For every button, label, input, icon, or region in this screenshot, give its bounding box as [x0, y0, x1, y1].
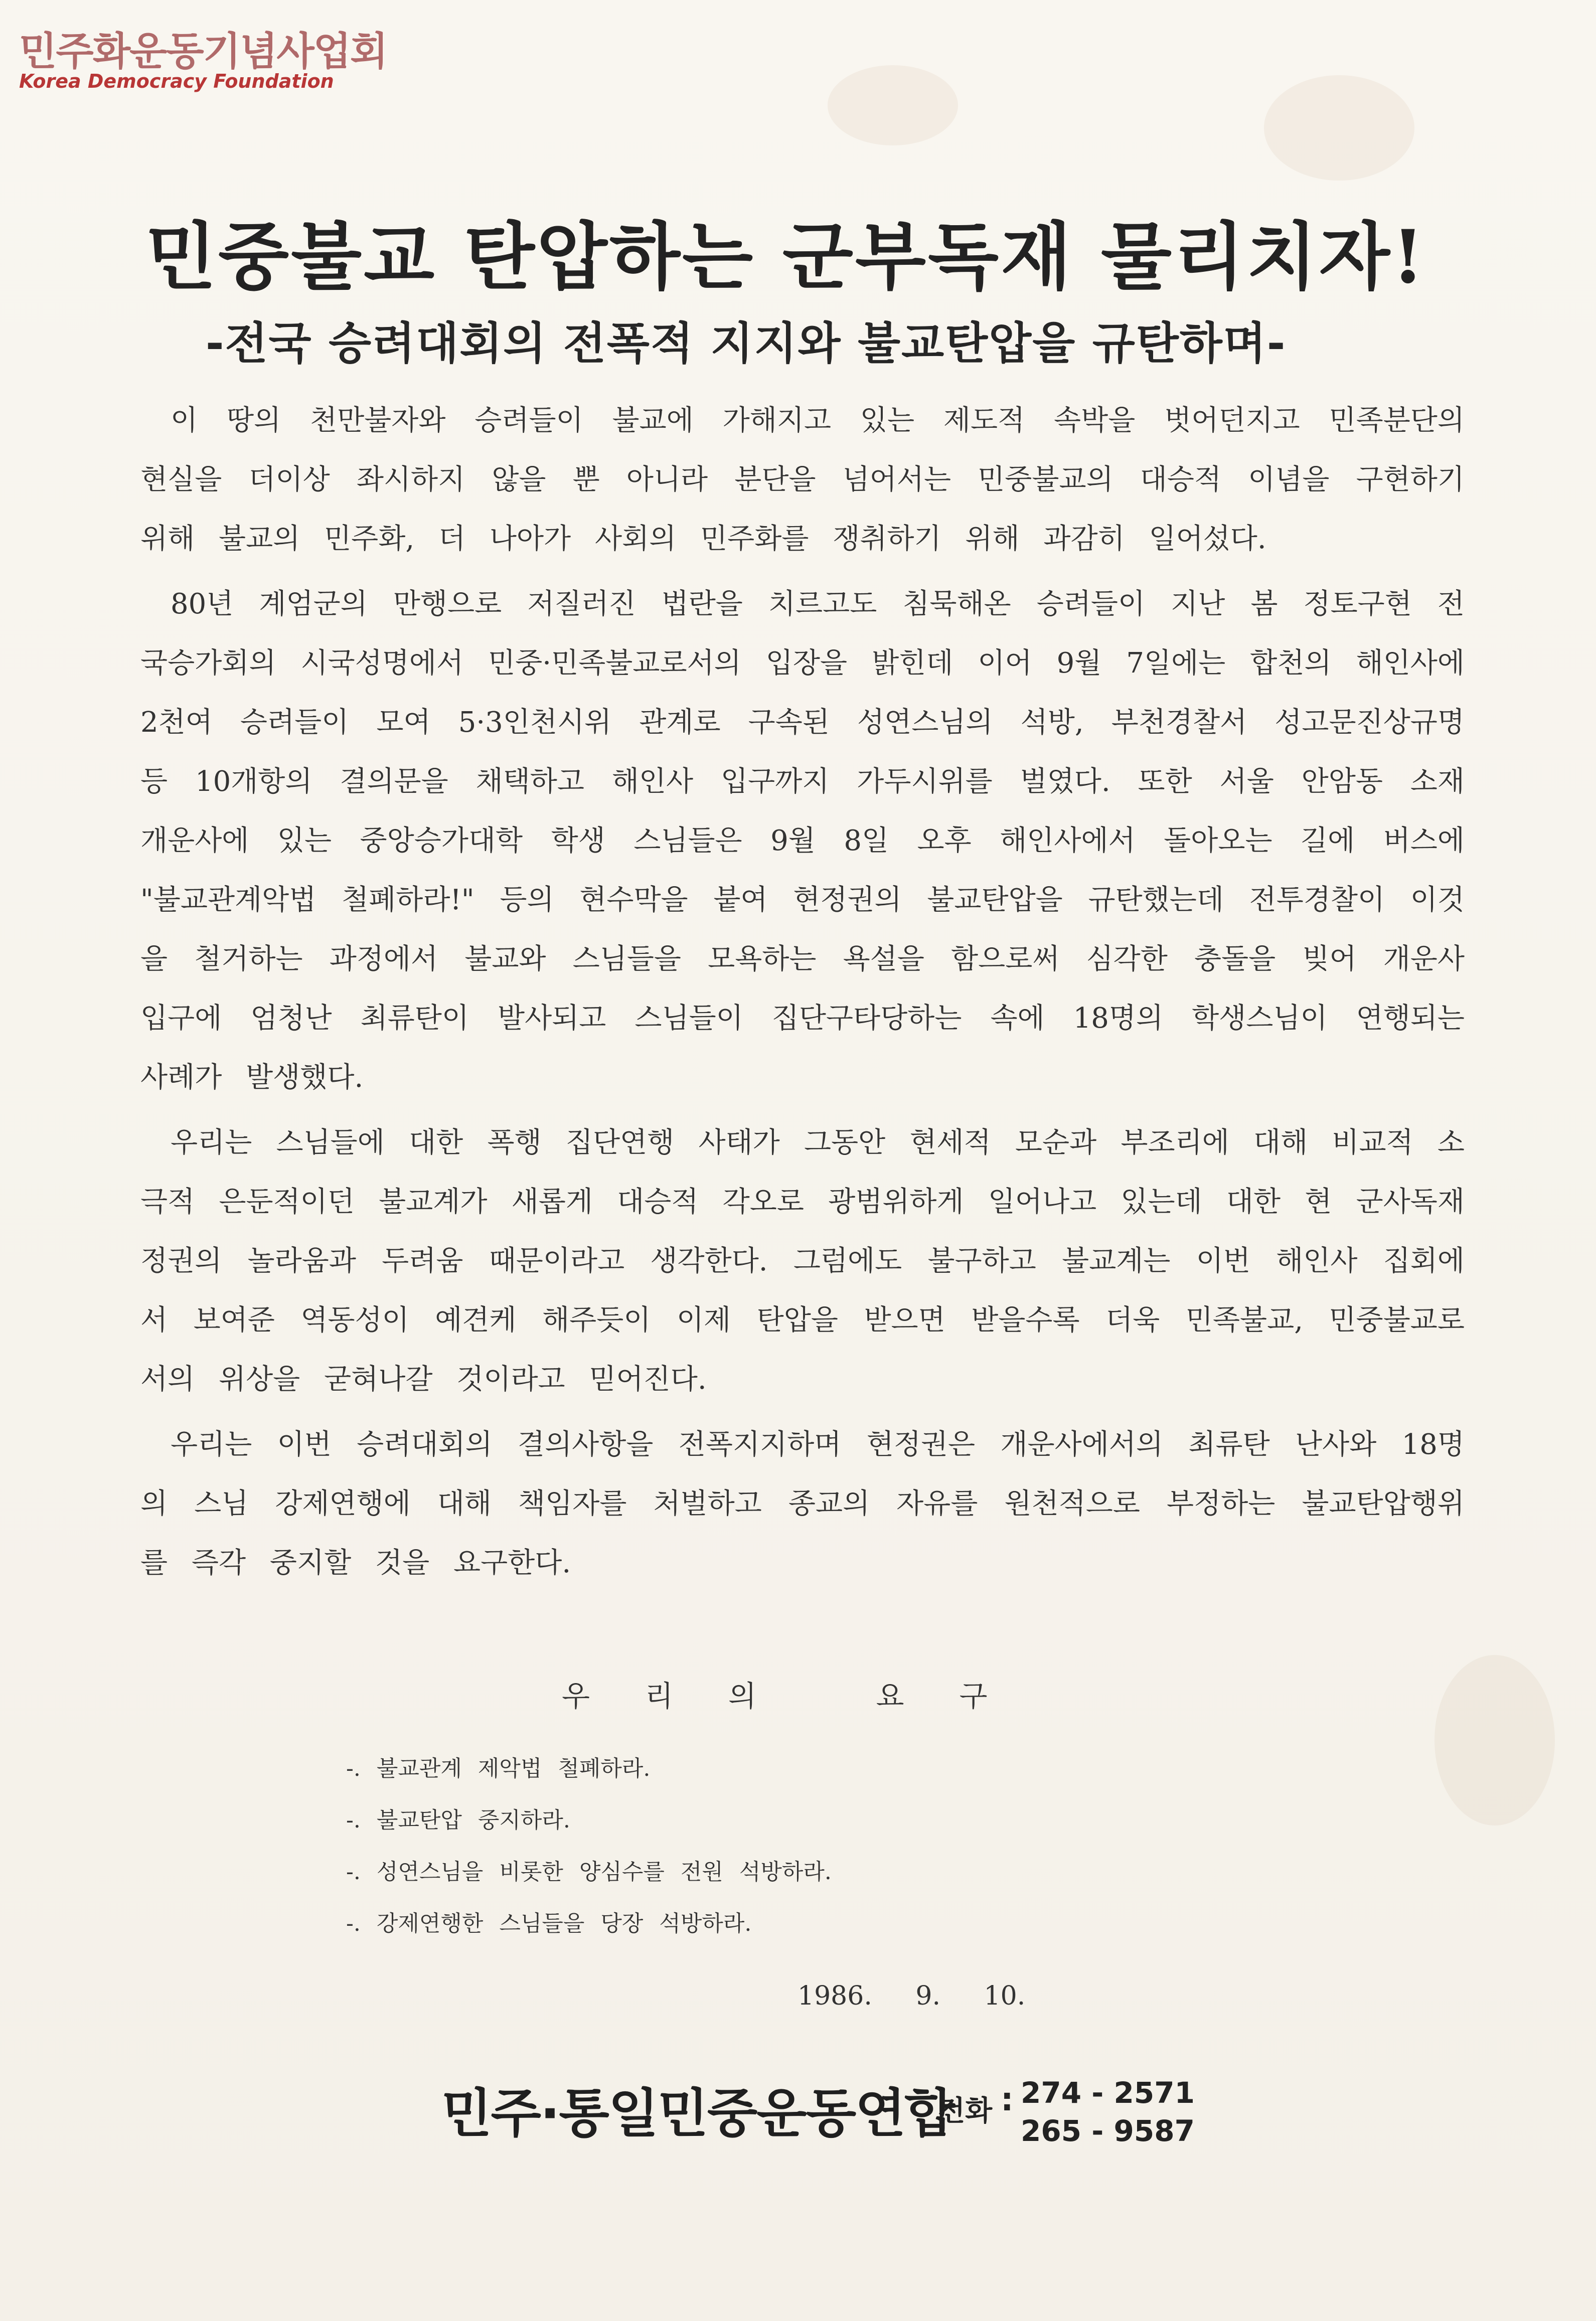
- phone-number: 265 - 9587: [1021, 2114, 1195, 2148]
- logo-english-text: Korea Democracy Foundation: [19, 70, 334, 92]
- phone-number: 274 - 2571: [1021, 2076, 1195, 2110]
- demand-item: -. 불교탄압 중지하라.: [346, 1807, 570, 1833]
- logo-korean-text: 민주화운동기념사업회: [19, 29, 387, 74]
- page-subtitle: -전국 승려대회의 전폭적 지지와 불교탄압을 규탄하며-: [206, 317, 1287, 369]
- demands-list: [346, 1750, 832, 1957]
- paragraph-3: 우리는 스님들에 대한 폭행 집단연행 사태가 그동안 현세적 모순과 부조리에 대해 비교적 소극적 은둔적이던 불교계가 새롭게 대승적 각오로 광범위하게 일어나고 있는데 대한 현 군사독재정권의 놀라움과 두려움 때문이라고 생각한다. 그럼에도 불구하고 불교계는 이번 해인사 집회에서 보여준 역동성이 예견케 해주듯이 이제 탄압을 받으면 받을수록 더욱 민족불교, 민중불교로서의 위상을 굳혀나갈 것이라고 믿어진다.: [140, 1126, 1465, 1396]
- phone-label: 전화: [938, 2095, 993, 2127]
- paper-stain: [1434, 1655, 1555, 1826]
- paragraph-1: 이 땅의 천만불자와 승려들이 불교에 가해지고 있는 제도적 속박을 벗어던지고 민족분단의 현실을 더이상 좌시하지 않을 뿐 아니라 분단을 넘어서는 민중불교의 대승적 이념을 구현하기 위해 불교의 민주화, 더 나아가 사회의 민주화를 쟁취하기 위해 과감히 일어섰다.: [140, 404, 1465, 555]
- paper-stain: [1264, 75, 1414, 181]
- page-title: 민중불교 탄압하는 군부독재 물리치자!: [145, 214, 1426, 300]
- paragraph-2: 80년 계엄군의 만행으로 저질러진 법란을 치르고도 침묵해온 승려들이 지난 봄 정토구현 전국승가회의 시국성명에서 민중·민족불교로서의 입장을 밝힌데 이어 9월 7일에는 합천의 해인사에 2천여 승려들이 모여 5·3인천시위 관계로 구속된 성연스님의 석방, 부천경찰서 성고문진상규명 등 10개항의 결의문을 채택하고 해인사 입구까지 가두시위를 벌였다. 또한 서울 안암동 소재 개운사에 있는 중앙승가대학 학생 스님들은 9월 8일 오후 해인사에서 돌아오는 길에 버스에 "불교관계악법 철폐하라!" 등의 현수막을 붙여 현정권의 불교탄압을 규탄했는데 전투경찰이 이것을 철거하는 과정에서 불교와 스님들을 모욕하는 욕설을 함으로써 심각한 충돌을 빚어 개운사 입구에 엄청난 최류탄이 발사되고 스님들이 집단구타당하는 속에 18명의 학생스님이 연행되는 사례가 발생했다.: [140, 588, 1465, 1094]
- paper-stain: [828, 65, 958, 145]
- demand-item: -. 강제연행한 스님들을 당장 석방하라.: [346, 1911, 752, 1936]
- document-date: 1986. 9. 10.: [797, 1981, 1026, 2011]
- demand-item: -. 불교관계 제악법 철폐하라.: [346, 1756, 651, 1781]
- paragraph-4: 우리는 이번 승려대회의 결의사항을 전폭지지하며 현정권은 개운사에서의 최류탄 난사와 18명의 스님 강제연행에 대해 책임자를 처벌하고 종교의 자유를 원천적으로 부정하는 불교탄압행위를 즉각 중지할 것을 요구한다.: [140, 1428, 1465, 1579]
- phone-numbers: [1021, 2074, 1195, 2150]
- demands-heading: 우리의 요구: [562, 1679, 1043, 1713]
- organization-name: 민주·통일민중운동연합: [441, 2083, 954, 2144]
- demand-item: -. 성연스님을 비롯한 양심수를 전원 석방하라.: [346, 1859, 832, 1885]
- phone-colon: :: [1001, 2081, 1014, 2118]
- body-text: [140, 391, 1465, 1593]
